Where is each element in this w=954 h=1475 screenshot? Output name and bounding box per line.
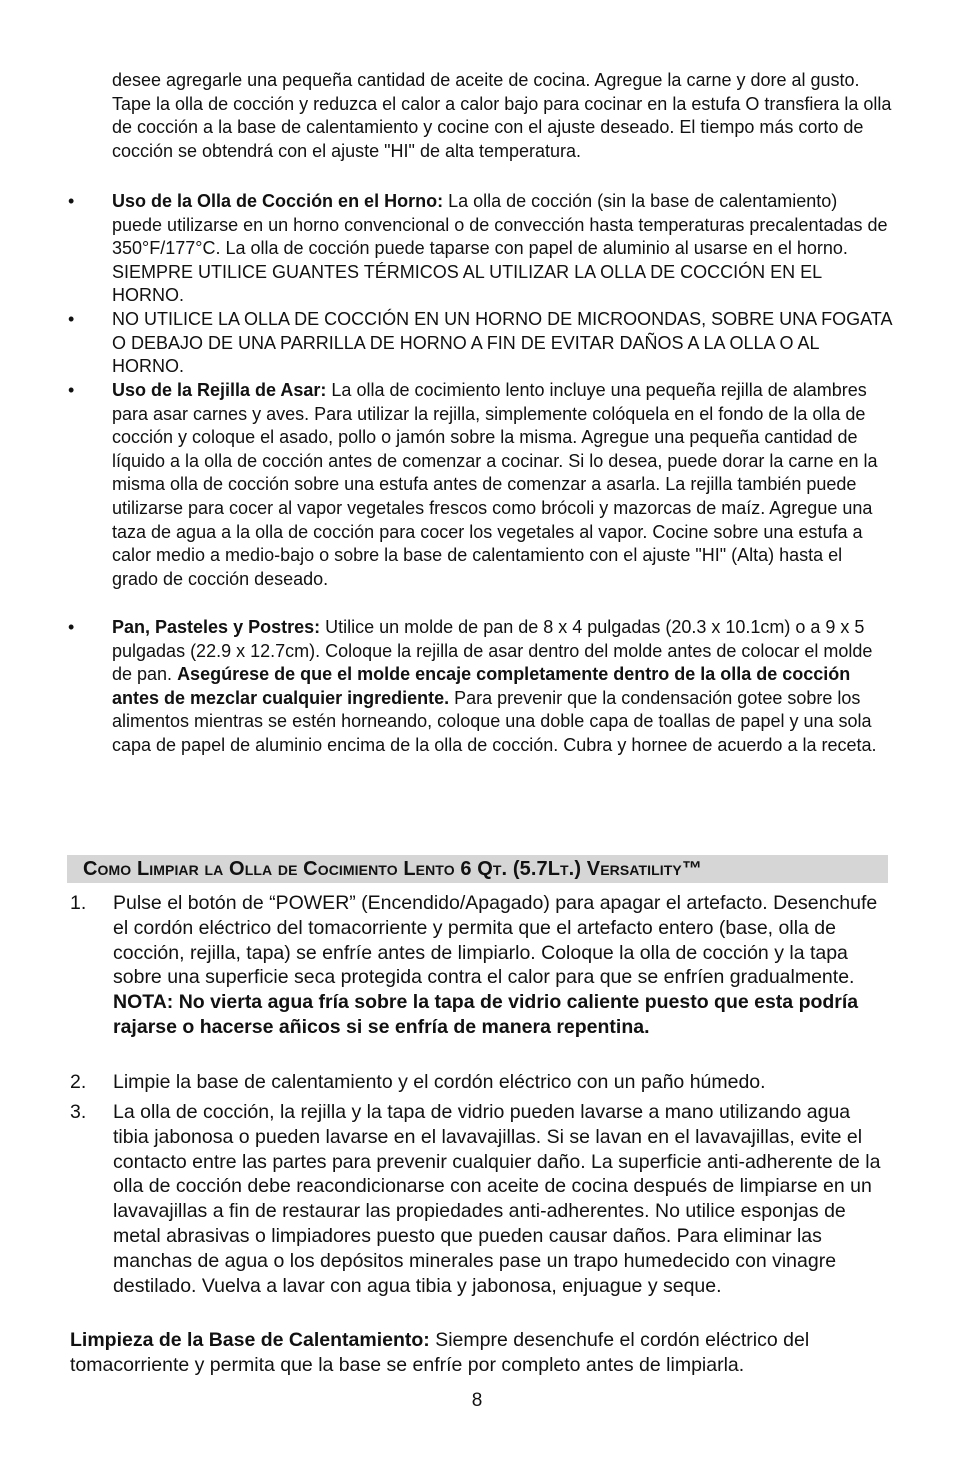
bullet-bold-note: Asegúrese de que el molde encaje completamente dentro de la olla de cocción antes de mezclar cualquier ingrediente. [112,664,851,708]
step-3 [113,1100,888,1298]
bullet-label: Pan, Pasteles y Postres: [112,617,321,637]
step-2 [113,1070,888,1095]
bullet-no-microwave [112,308,892,379]
section-header [67,855,888,883]
bullet-label: Uso de la Rejilla de Asar: [112,380,327,400]
step-text: La olla de cocción, la rejilla y la tapa de vidrio pueden lavarse a mano utilizando agua tibia jabonosa o pueden lavarse en el lavavajillas. Si se lavan en el lavavajillas, evite el contacto entre las partes para prevenir cualquier daño. La superficie anti-adherente de la olla de cocción debe reacondicionarse con aceite de cocina después de limpiarse en un lavavajillas a fin de restaurar las propiedades anti-adherentes. No utilice esponjas de metal abrasivas o limpiadores puesto que pueden causar daños. Para eliminar las manchas de agua o los depósitos minerales pase un trapo humedecido con vinagre destilado. Vuelva a lavar con agua tibia y jabonosa, enjuague y seque. [113,1101,881,1297]
bullet-text: La olla de cocimiento lento incluye una pequeña rejilla de alambres para asar carnes y aves. Para utilizar la rejilla, simplemente colóquela en el fondo de la olla de cocción y coloque el asado, pollo o jamón sobre la misma. Agregue una pequeña cantidad de líquido a la olla de cocción antes de comenzar a cocinar. Si lo desea, puede dorar la carne en la misma olla de cocción sobre una estufa antes de comenzar a asarla. La rejilla también puede utilizarse para cocer al vapor vegetales frescos como brócoli y mazorcas de maíz. Agregue una taza de agua a la olla de cocción para cocer los vegetales al vapor. Cocine sobre una estufa a calor medio a medio-bajo o sobre la base de calentamiento con el ajuste "HI" (Alta) hasta el grado de cocción deseado. [112,380,878,589]
step-text: Limpie la base de calentamiento y el cordón eléctrico con un paño húmedo. [113,1071,766,1093]
bullet-text: La olla de cocción (sin la base de calentamiento) puede utilizarse en un horno convencional o de convección hasta temperaturas precalentadas de 350°F/177°C. La olla de cocción puede taparse con papel de aluminio al usarse en el horno. SIEMPRE UTILICE GUANTES TÉRMICOS AL UTILIZAR LA OLLA DE COCCIÓN EN EL HORNO. [112,191,888,306]
bullet-symbol: • [68,309,75,329]
bullet-oven-use [112,190,892,308]
bullet-symbol: • [68,191,75,211]
bullet-text: Utilice un molde de pan de 8 x 4 pulgadas (20.3 x 10.1cm) o a 9 x 5 pulgadas (22.9 x 12.7cm). Coloque la rejilla de asar dentro del molde antes de colocar el molde de pan. [112,617,873,685]
bullet-symbol: • [68,380,75,400]
step-number: 2. [70,1071,87,1093]
closing-text: Siempre desenchufe el cordón eléctrico del tomacorriente y permita que la base se enfríe por completo antes de limpiarla. [70,1329,810,1376]
section-title: Como Limpiar la Olla de Cocimiento Lento 6 Qt. (5.7Lt.) Versatility™ [83,858,702,880]
closing-paragraph [70,1328,888,1378]
closing-label: Limpieza de la Base de Calentamiento: [70,1329,430,1351]
bullet-text: NO UTILICE LA OLLA DE COCCIÓN EN UN HORNO DE MICROONDAS, SOBRE UNA FOGATA O DEBAJO DE UNA PARRILLA DE HORNO A FIN DE EVITAR DAÑOS A LA OLLA O AL HORNO. [112,309,892,377]
page-number: 8 [471,1390,483,1411]
bullet-text-after: Para prevenir que la condensación gotee sobre los alimentos mientras se estén horneando, coloque una doble capa de toallas de papel y una sola capa de papel de aluminio encima de la olla de cocción. Cubra y hornee de acuerdo a la receta. [112,687,877,755]
step-text: Pulse el botón de “POWER” (Encendido/Apagado) para apagar el artefacto. Desenchufe el cordón eléctrico del tomacorriente y permita que el artefacto entero (base, olla de cocción, rejilla, tapa) se enfríe antes de limpiarlo. Coloque la olla de cocción y la tapa sobre una superficie seca protegida contra el calor para que se enfríen gradualmente. [113,892,878,989]
bullet-roasting-rack [112,379,892,591]
step-number: 1. [70,892,87,914]
bullet-label: Uso de la Olla de Cocción en el Horno: [112,191,444,211]
step-1 [113,891,888,1040]
bullet-breads-cakes [112,616,892,758]
step-bold-note: NOTA: No vierta agua fría sobre la tapa de vidrio caliente puesto que esta podría rajarse o hacerse añicos si se enfría de manera repentina. [113,991,859,1038]
bullet-symbol: • [68,617,75,637]
step-number: 3. [70,1101,87,1123]
intro-paragraph: desee agregarle una pequeña cantidad de aceite de cocina. Agregue la carne y dore al gusto. Tape la olla de cocción y reduzca el calor a calor bajo para cocinar en la estufa O transfiera la olla de cocción a la base de calentamiento y cocine con el ajuste deseado. El tiempo más corto de cocción se obtendrá con el ajuste "HI" de alta temperatura. [112,70,892,161]
